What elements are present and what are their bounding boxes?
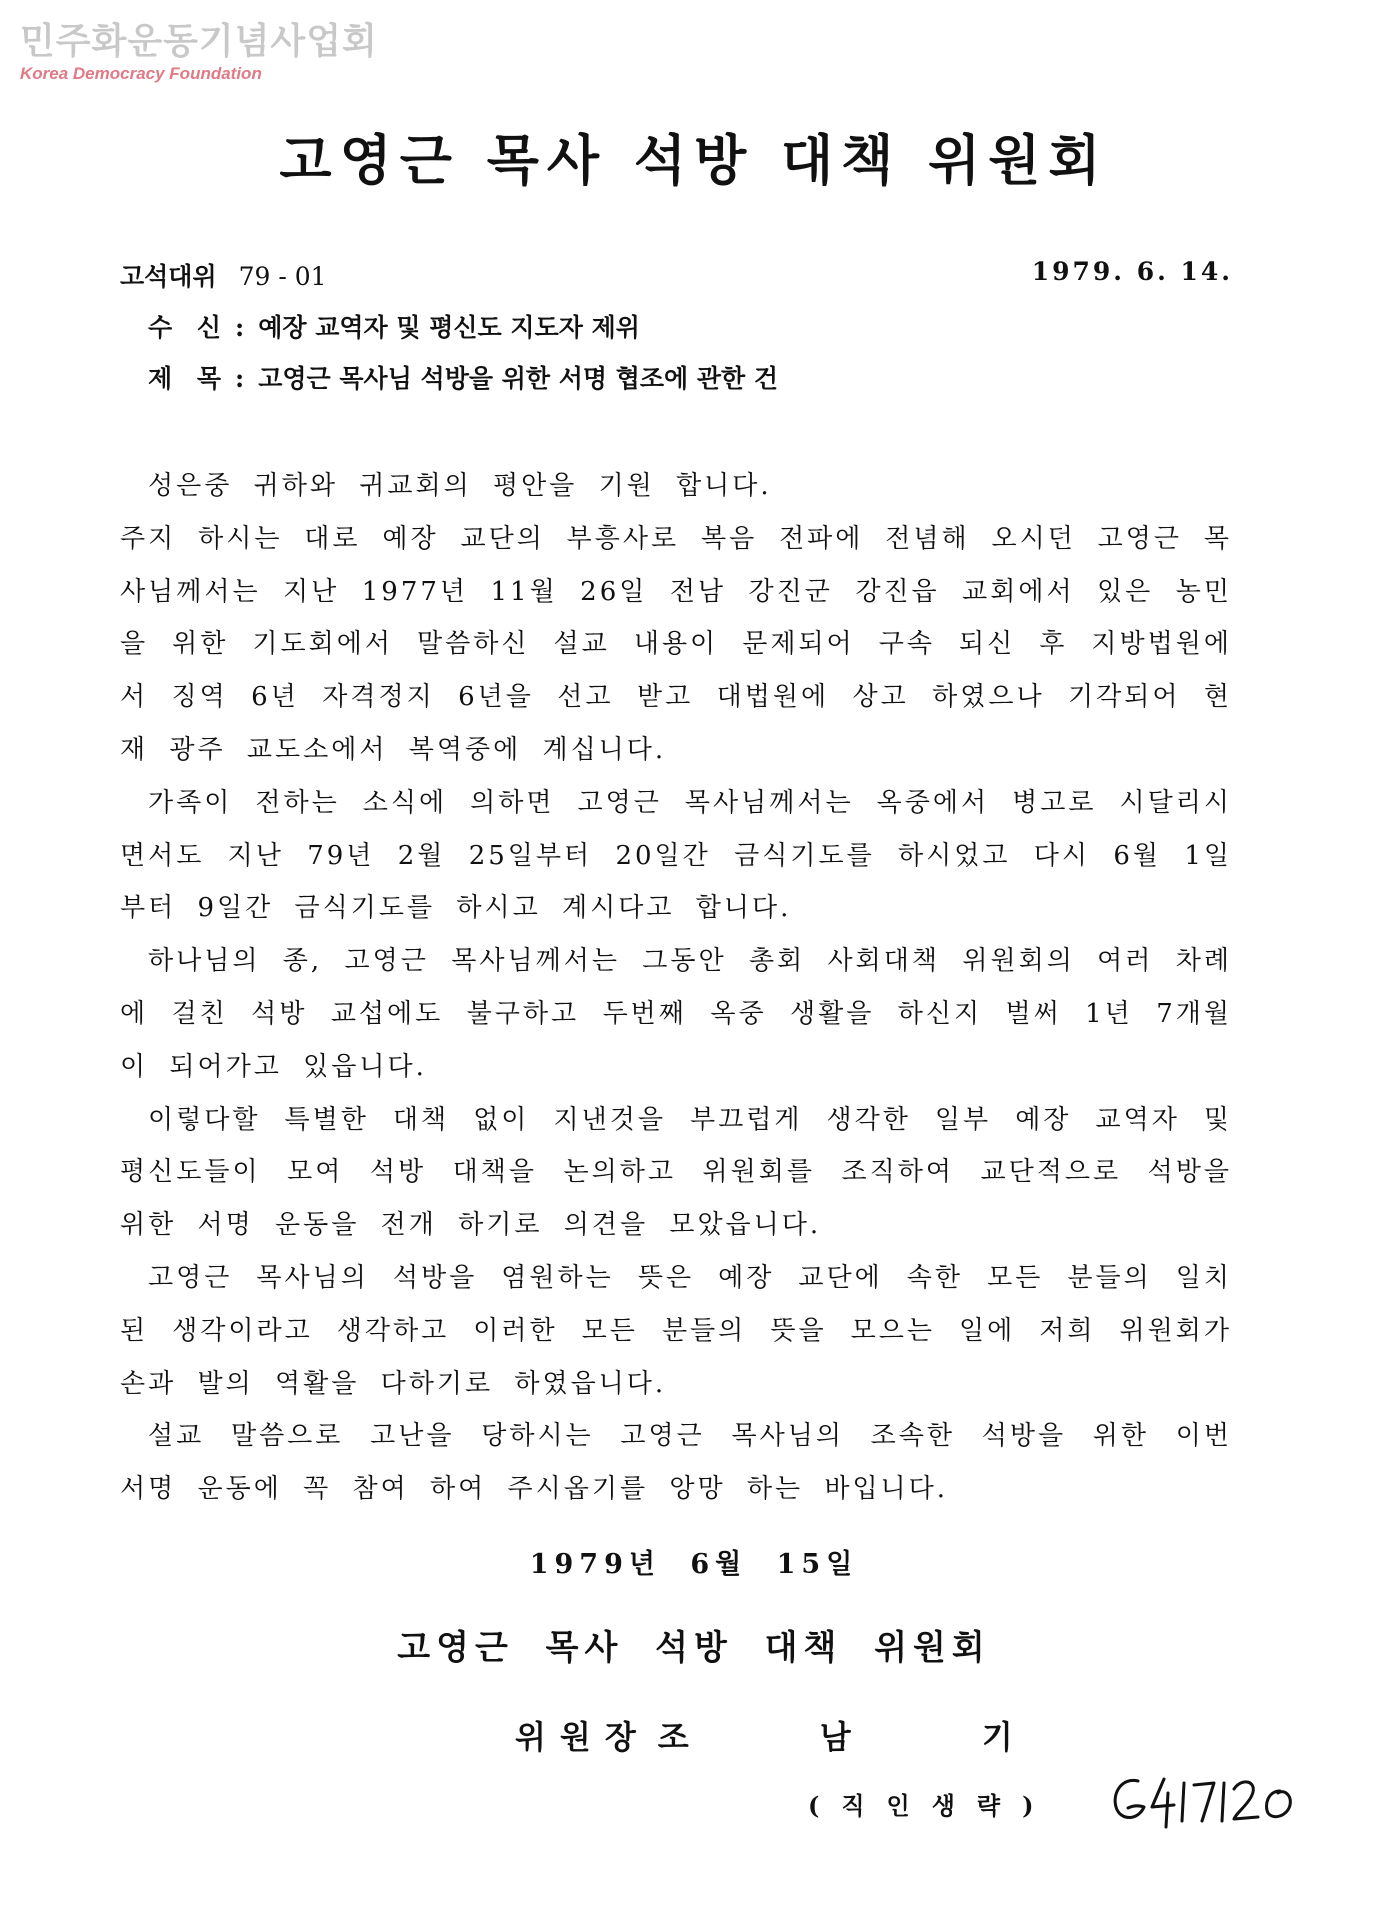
subject-line: [148, 359, 778, 395]
seal-omitted-note: (직인생략): [808, 1791, 1056, 1820]
document-number-value: 79 - 01: [238, 262, 327, 291]
subject-separator: :: [235, 364, 245, 393]
body-paragraph-fasting: 가족이 전하는 소식에 의하면 고영근 목사님께서는 옥중에서 병고로 시달리시면서도 지난 79년 2월 25일부터 20일간 금식기도를 하시었고 다시 6월 1일부터 9일간 금식기도를 하시고 계시다고 합니다.: [120, 787, 1232, 924]
recipient-value: 예장 교역자 및 평신도 지도자 제위: [258, 313, 640, 342]
letter-body: [120, 460, 1232, 1516]
handwritten-code-drawing: [1108, 1771, 1298, 1835]
body-paragraph-negotiation: 하나님의 종, 고영근 목사님께서는 그동안 총회 사회대책 위원회의 여러 차례에 걸친 석방 교섭에도 불구하고 두번째 옥중 생활을 하신지 벌써 1년 7개월이 되어가고 있읍니다.: [120, 946, 1232, 1082]
subject-label: 제 목: [148, 364, 230, 393]
chair-signature-line: [515, 1712, 1073, 1758]
handwritten-archive-code: [1108, 1771, 1298, 1839]
closing-date: 1979년 6월 15일: [529, 1549, 859, 1580]
chair-title: 위원장: [515, 1718, 650, 1756]
body-paragraph-unity: 고영근 목사님의 석방을 염원하는 뜻은 예장 교단에 속한 모든 분들의 일치된 생각이라고 생각하고 이러한 모든 분들의 뜻을 모으는 일에 저희 위원회가 손과 발의 역활을 다하기로 하였읍니다.: [120, 1262, 1232, 1399]
document-date: 1979. 6. 14.: [1031, 257, 1233, 286]
closing-organization: 고영근 목사 석방 대책 위원회: [397, 1628, 991, 1668]
watermark: [20, 22, 378, 84]
watermark-english: Korea Democracy Foundation: [20, 64, 262, 83]
subject-value: 고영근 목사님 석방을 위한 서명 협조에 관한 건: [258, 364, 779, 393]
body-paragraph-committee: 이렇다할 특별한 대책 없이 지낸것을 부끄럽게 생각한 일부 예장 교역자 및 평신도들이 모여 석방 대책을 논의하고 위원회를 조직하여 교단적으로 석방을 위한 서명 운동을 전개 하기로 의견을 모았읍니다.: [120, 1104, 1232, 1241]
document-number-label: 고석대위: [120, 262, 217, 291]
recipient-label: 수 신: [148, 313, 230, 342]
recipient-line: [148, 308, 640, 344]
document-title: 고영근 목사 석방 대책 위원회: [279, 128, 1109, 192]
document-number: [120, 257, 327, 293]
recipient-separator: :: [235, 313, 245, 342]
chair-name: 조 남 기: [657, 1718, 1073, 1756]
body-paragraph-imprisonment: 주지 하시는 대로 예장 교단의 부흥사로 복음 전파에 전념해 오시던 고영근 목사님께서는 지난 1977년 11월 26일 전남 강진군 강진읍 교회에서 있은 농민을 위한 기도회에서 말씀하신 설교 내용이 문제되어 구속 되신 후 지방법원에서 징역 6년 자격정지 6년을 선고 받고 대법원에 상고 하였으나 기각되어 현재 광주 교도소에서 복역중에 계십니다.: [120, 523, 1232, 765]
body-paragraph-request: 설교 말씀으로 고난을 당하시는 고영근 목사님의 조속한 석방을 위한 이번 서명 운동에 꼭 참여 하여 주시옵기를 앙망 하는 바입니다.: [120, 1421, 1232, 1505]
body-paragraph-greeting: 성은중 귀하와 귀교회의 평안을 기원 합니다.: [148, 471, 772, 501]
watermark-korean: 민주화운동기념사업회: [20, 21, 378, 62]
